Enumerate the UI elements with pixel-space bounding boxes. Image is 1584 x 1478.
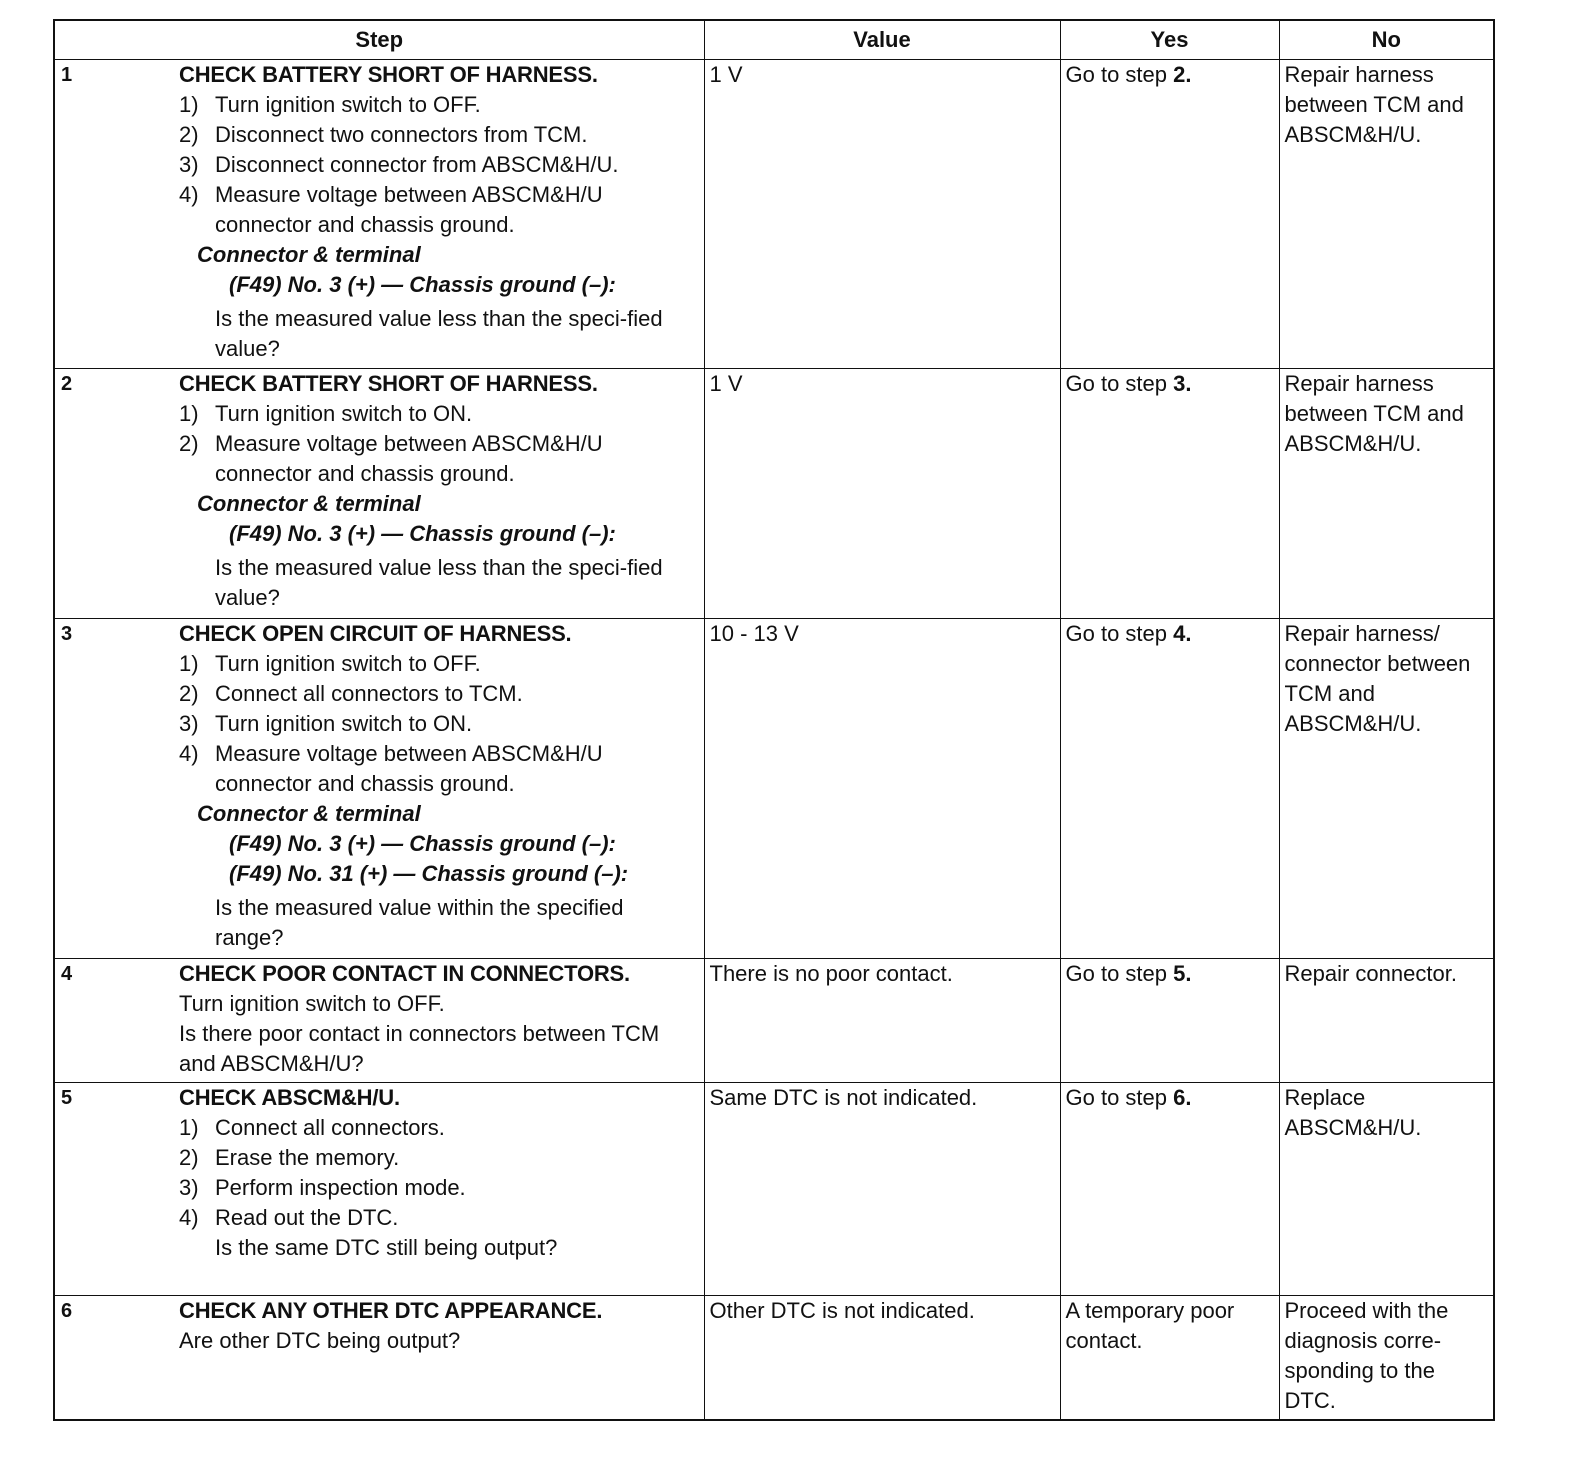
substep: 1) Turn ignition switch to OFF. xyxy=(179,651,481,676)
substep: 2) Connect all connectors to TCM. xyxy=(179,681,523,706)
substep: 2) Measure voltage between ABSCM&H/U connector and chassis ground. xyxy=(179,431,603,486)
step-number: 6 xyxy=(61,1300,73,1322)
step-question: Is the measured value within the specified range? xyxy=(215,895,624,950)
step-question: Is the measured value less than the speci-fied value? xyxy=(215,555,663,610)
step-line: Turn ignition switch to OFF. xyxy=(179,991,445,1016)
header-value: Value xyxy=(704,20,1060,60)
value-cell: Same DTC is not indicated. xyxy=(704,1083,1060,1296)
step-cell xyxy=(54,1083,704,1296)
step-question: Is the measured value less than the speci-fied value? xyxy=(215,306,663,361)
substep: 4) Read out the DTC. xyxy=(179,1205,399,1230)
connector-terminal-spec: (F49) No. 3 (+) — Chassis ground (–): xyxy=(229,521,616,546)
substep: 3) Turn ignition switch to ON. xyxy=(179,711,473,736)
step-title: CHECK BATTERY SHORT OF HARNESS. xyxy=(179,62,598,87)
connector-terminal-label: Connector & terminal xyxy=(197,242,421,267)
table-row xyxy=(54,369,1494,619)
step-number: 2 xyxy=(61,373,73,395)
step-cell xyxy=(54,60,704,369)
yes-cell: Go to step 4. xyxy=(1060,619,1279,959)
connector-terminal-spec: (F49) No. 3 (+) — Chassis ground (–): xyxy=(229,272,616,297)
yes-cell: Go to step 3. xyxy=(1060,369,1279,619)
table-row xyxy=(54,1296,1494,1420)
table-row xyxy=(54,619,1494,959)
yes-cell: Go to step 6. xyxy=(1060,1083,1279,1296)
step-line: Are other DTC being output? xyxy=(179,1328,461,1353)
header-yes: Yes xyxy=(1060,20,1279,60)
header-row xyxy=(54,20,1494,60)
yes-cell: Go to step 2. xyxy=(1060,60,1279,369)
step-title: CHECK ABSCM&H/U. xyxy=(179,1085,400,1110)
step-number: 3 xyxy=(61,623,73,645)
substep: 3) Perform inspection mode. xyxy=(179,1175,466,1200)
header-step: Step xyxy=(54,20,704,60)
no-cell: Proceed with the diagnosis corre-sponding to the DTC. xyxy=(1279,1296,1494,1420)
step-cell xyxy=(54,1296,704,1420)
substep: 2) Disconnect two connectors from TCM. xyxy=(179,122,588,147)
table-row xyxy=(54,60,1494,369)
substep: 1) Turn ignition switch to OFF. xyxy=(179,92,481,117)
step-title: CHECK POOR CONTACT IN CONNECTORS. xyxy=(179,961,630,986)
no-cell: Repair connector. xyxy=(1279,959,1494,1083)
yes-cell: Go to step 5. xyxy=(1060,959,1279,1083)
substep: 4) Measure voltage between ABSCM&H/U connector and chassis ground. xyxy=(179,741,603,796)
step-cell xyxy=(54,369,704,619)
no-cell: Repair harness between TCM and ABSCM&H/U. xyxy=(1279,60,1494,369)
step-title: CHECK ANY OTHER DTC APPEARANCE. xyxy=(179,1298,603,1323)
step-number: 1 xyxy=(61,64,73,86)
substep: 2) Erase the memory. xyxy=(179,1145,400,1170)
step-number: 4 xyxy=(61,963,73,985)
value-cell: 1 V xyxy=(704,60,1060,369)
table-row xyxy=(54,1083,1494,1296)
step-title: CHECK BATTERY SHORT OF HARNESS. xyxy=(179,371,598,396)
substep: 1) Connect all connectors. xyxy=(179,1115,445,1140)
substep: 4) Measure voltage between ABSCM&H/U connector and chassis ground. xyxy=(179,182,603,237)
no-cell: Replace ABSCM&H/U. xyxy=(1279,1083,1494,1296)
step-line: Is there poor contact in connectors between TCM and ABSCM&H/U? xyxy=(179,1021,660,1076)
value-cell: There is no poor contact. xyxy=(704,959,1060,1083)
connector-terminal-label: Connector & terminal xyxy=(197,801,421,826)
step-cell xyxy=(54,619,704,959)
connector-terminal-spec: (F49) No. 3 (+) — Chassis ground (–): xyxy=(229,831,616,856)
step-title: CHECK OPEN CIRCUIT OF HARNESS. xyxy=(179,621,572,646)
value-cell: 10 - 13 V xyxy=(704,619,1060,959)
yes-cell: A temporary poor contact. xyxy=(1060,1296,1279,1420)
diagnostic-table xyxy=(53,19,1495,1421)
step-number: 5 xyxy=(61,1087,73,1109)
substep: 3) Disconnect connector from ABSCM&H/U. xyxy=(179,152,619,177)
step-question: Is the same DTC still being output? xyxy=(215,1235,558,1260)
table-row xyxy=(54,959,1494,1083)
connector-terminal-spec: (F49) No. 31 (+) — Chassis ground (–): xyxy=(229,861,629,886)
substep: 1) Turn ignition switch to ON. xyxy=(179,401,473,426)
connector-terminal-label: Connector & terminal xyxy=(197,491,421,516)
step-cell xyxy=(54,959,704,1083)
no-cell: Repair harness/ connector between TCM and ABSCM&H/U. xyxy=(1279,619,1494,959)
value-cell: Other DTC is not indicated. xyxy=(704,1296,1060,1420)
header-no: No xyxy=(1279,20,1494,60)
value-cell: 1 V xyxy=(704,369,1060,619)
no-cell: Repair harness between TCM and ABSCM&H/U. xyxy=(1279,369,1494,619)
